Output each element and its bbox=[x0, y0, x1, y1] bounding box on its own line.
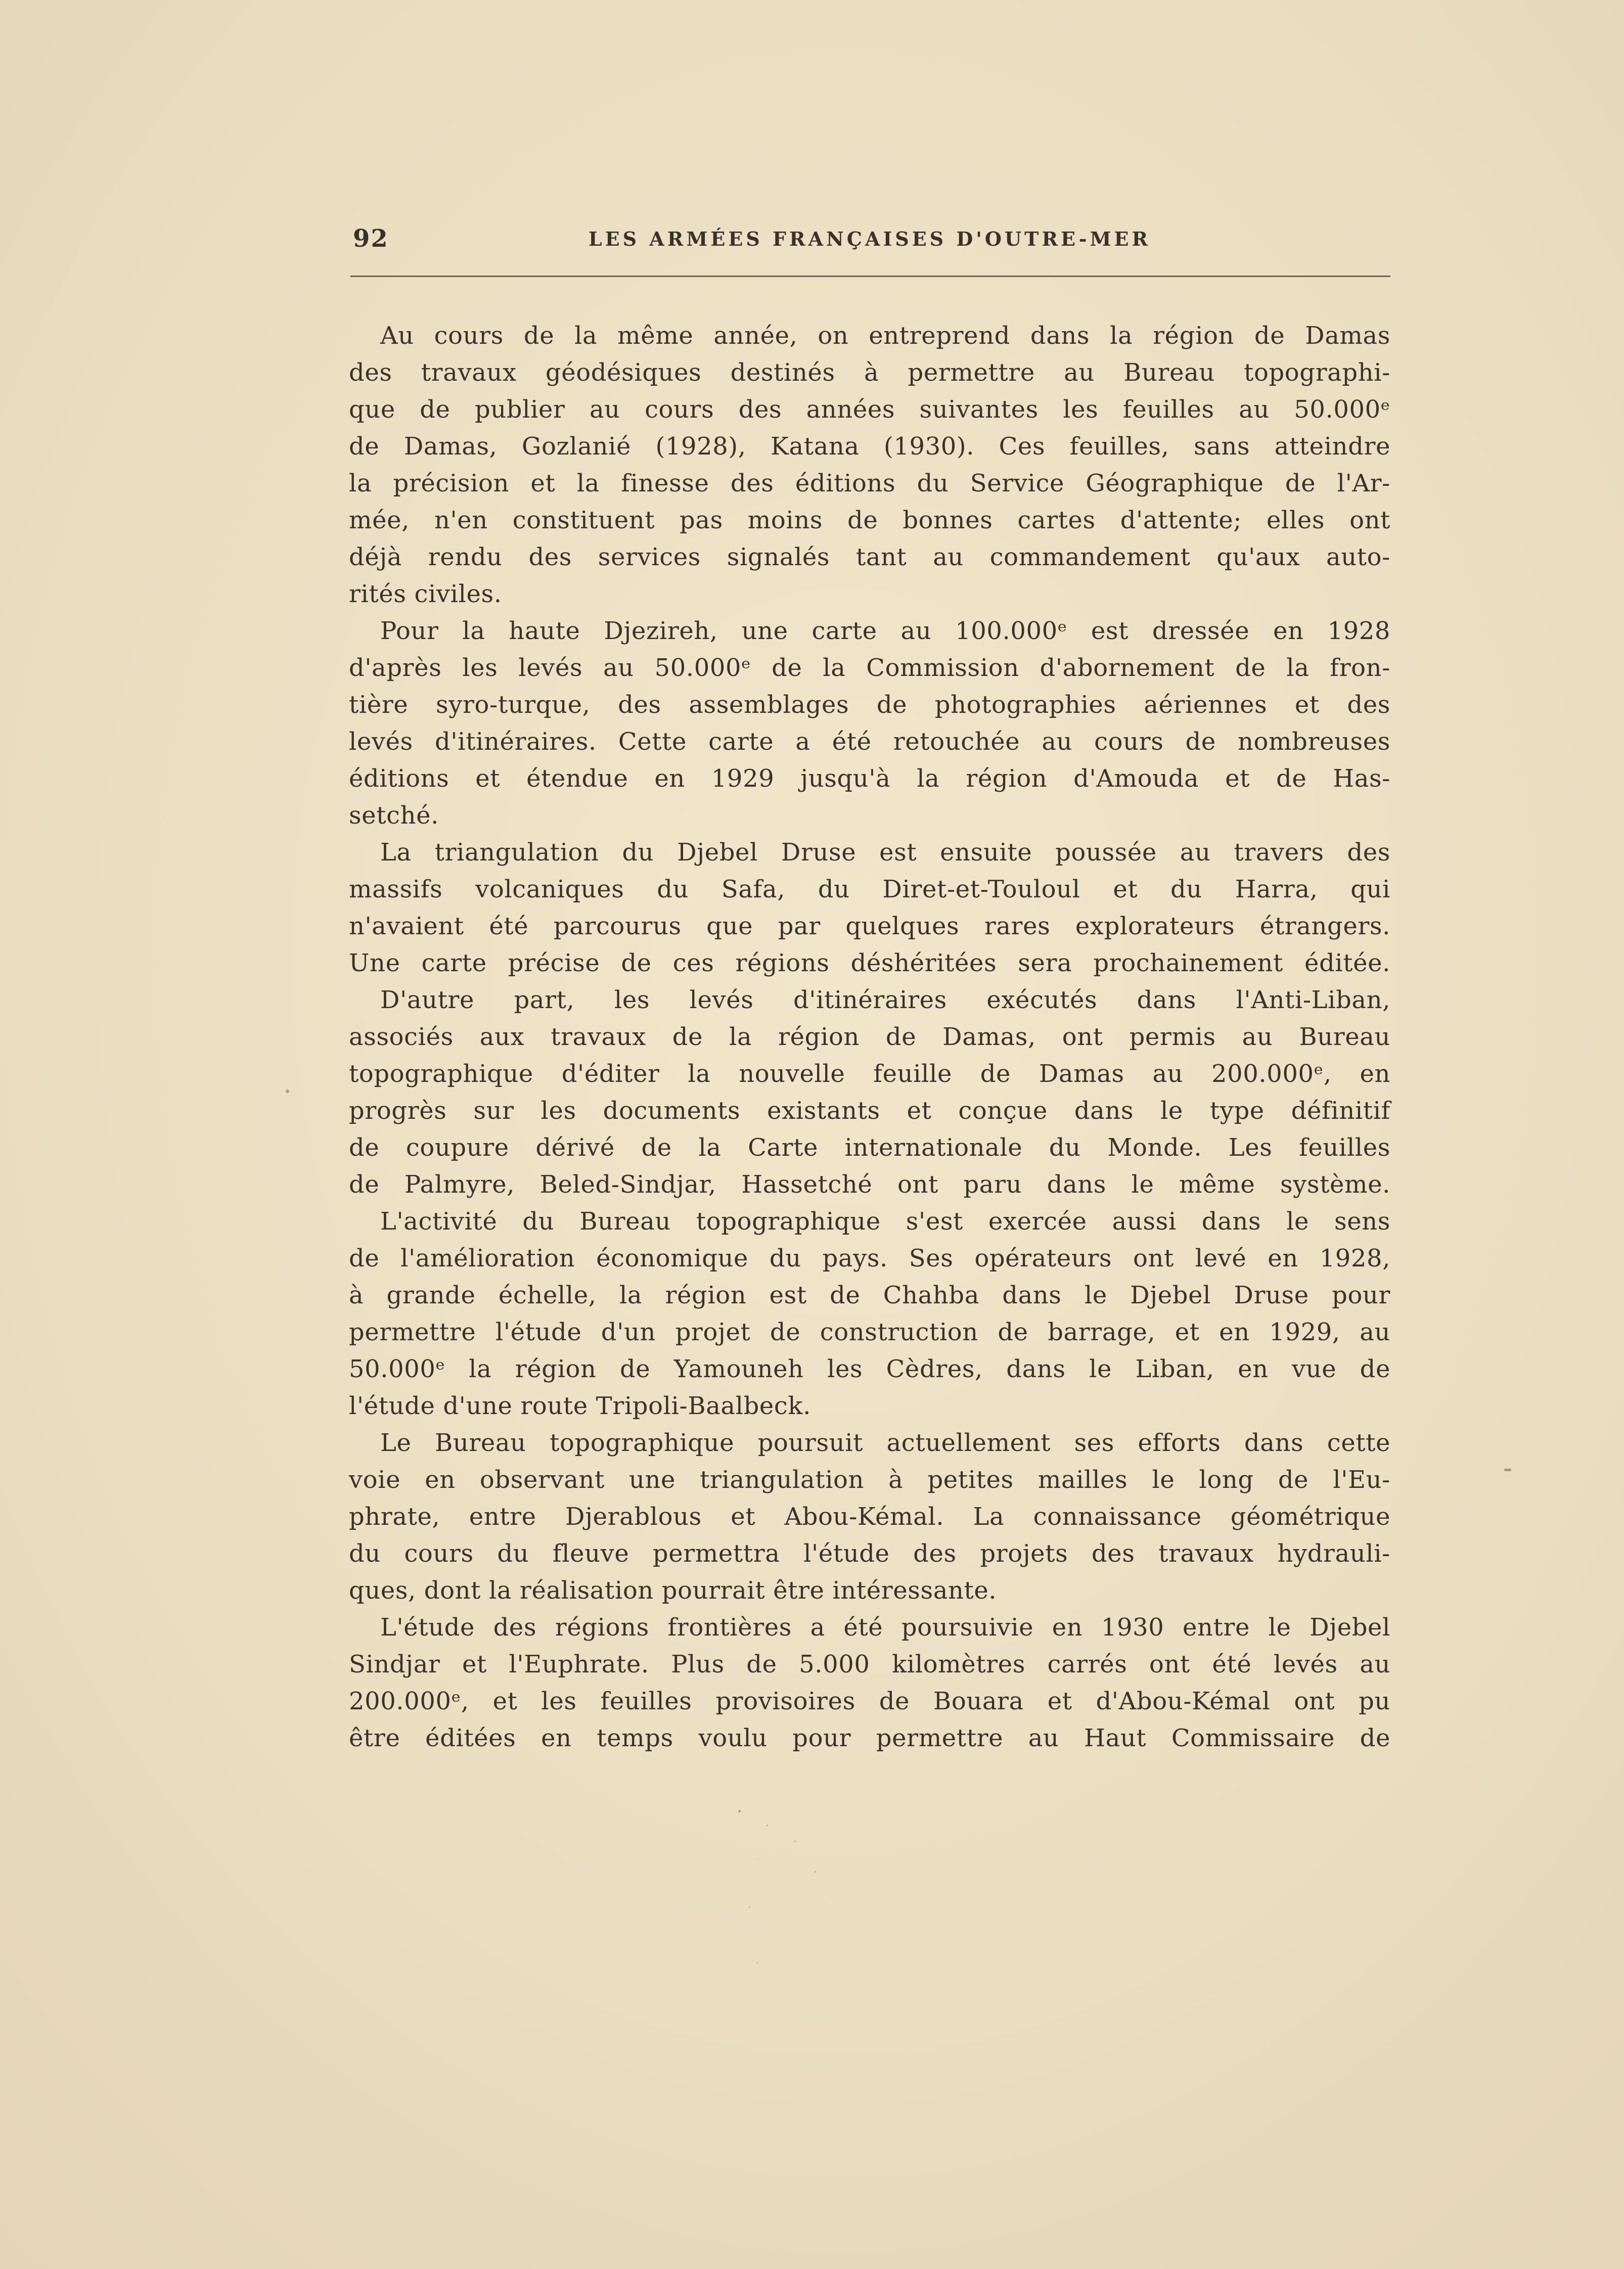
margin-mark bbox=[1504, 1469, 1511, 1471]
text-line: d'après les levés au 50.000ᵉ de la Commission d'abornement de la fron- bbox=[349, 654, 1390, 682]
text-line: topographique d'éditer la nouvelle feuille de Damas au 200.000ᵉ, en bbox=[349, 1060, 1390, 1088]
text-line: tière syro-turque, des assemblages de photographies aériennes et des bbox=[349, 691, 1390, 719]
text-line: déjà rendu des services signalés tant au commandement qu'aux auto- bbox=[349, 543, 1390, 571]
text-line: du cours du fleuve permettra l'étude des projets des travaux hydrauli- bbox=[349, 1539, 1390, 1568]
text-line: de coupure dérivé de la Carte internationale du Monde. Les feuilles bbox=[349, 1133, 1390, 1162]
text-line: de Palmyre, Beled-Sindjar, Hassetché ont paru dans le même système. bbox=[349, 1170, 1390, 1199]
text-line: massifs volcaniques du Safa, du Diret-et-Touloul et du Harra, qui bbox=[349, 875, 1390, 903]
text-line: Sindjar et l'Euphrate. Plus de 5.000 kilomètres carrés ont été levés au bbox=[349, 1650, 1390, 1678]
running-title: LES ARMÉES FRANÇAISES D'OUTRE-MER bbox=[588, 228, 1151, 250]
text-line: phrate, entre Djerablous et Abou-Kémal. La connaissance géométrique bbox=[349, 1503, 1390, 1531]
text-line: voie en observant une triangulation à petites mailles le long de l'Eu- bbox=[349, 1466, 1390, 1494]
text-line: La triangulation du Djebel Druse est ensuite poussée au travers des bbox=[380, 838, 1390, 867]
text-line: de l'amélioration économique du pays. Ses opérateurs ont levé en 1928, bbox=[349, 1244, 1390, 1273]
text-line: Le Bureau topographique poursuit actuellement ses efforts dans cette bbox=[380, 1429, 1390, 1457]
body-text bbox=[349, 317, 1390, 1757]
text-line: L'activité du Bureau topographique s'est exercée aussi dans le sens bbox=[380, 1207, 1390, 1236]
header-rule bbox=[350, 276, 1390, 277]
text-line: levés d'itinéraires. Cette carte a été retouchée au cours de nombreuses bbox=[349, 728, 1390, 756]
text-line: associés aux travaux de la région de Damas, ont permis au Bureau bbox=[349, 1023, 1390, 1051]
text-line: Pour la haute Djezireh, une carte au 100.000ᵉ est dressée en 1928 bbox=[380, 617, 1390, 645]
text-line: rités civiles. bbox=[349, 580, 502, 608]
text-line: Au cours de la même année, on entreprend dans la région de Damas bbox=[380, 322, 1390, 350]
text-line: être éditées en temps voulu pour permettre au Haut Commissaire de bbox=[349, 1724, 1390, 1752]
text-line: ques, dont la réalisation pourrait être intéressante. bbox=[349, 1576, 997, 1605]
text-line: des travaux géodésiques destinés à permettre au Bureau topographi- bbox=[349, 358, 1390, 387]
text-line: que de publier au cours des années suivantes les feuilles au 50.000ᵉ bbox=[349, 395, 1390, 424]
text-line: à grande échelle, la région est de Chahba dans le Djebel Druse pour bbox=[349, 1281, 1390, 1309]
page-header bbox=[349, 221, 1390, 262]
text-line: 200.000ᵉ, et les feuilles provisoires de Bouara et d'Abou-Kémal ont pu bbox=[349, 1687, 1390, 1715]
text-line: Une carte précise de ces régions déshéritées sera prochainement éditée. bbox=[349, 949, 1390, 977]
text-line: n'avaient été parcourus que par quelques rares explorateurs étrangers. bbox=[349, 912, 1390, 940]
ink-specks bbox=[738, 1810, 741, 1812]
page-number: 92 bbox=[353, 224, 389, 253]
text-line: D'autre part, les levés d'itinéraires exécutés dans l'Anti-Liban, bbox=[380, 986, 1390, 1014]
text-line: 50.000ᵉ la région de Yamouneh les Cèdres, dans le Liban, en vue de bbox=[349, 1355, 1390, 1383]
text-line: progrès sur les documents existants et conçue dans le type définitif bbox=[349, 1097, 1390, 1125]
text-line: permettre l'étude d'un projet de construction de barrage, et en 1929, au bbox=[349, 1318, 1390, 1346]
text-line: L'étude des régions frontières a été poursuivie en 1930 entre le Djebel bbox=[380, 1613, 1390, 1642]
text-line: mée, n'en constituent pas moins de bonnes cartes d'attente; elles ont bbox=[349, 506, 1390, 534]
text-line: de Damas, Gozlanié (1928), Katana (1930). Ces feuilles, sans atteindre bbox=[349, 432, 1390, 461]
text-line: la précision et la finesse des éditions du Service Géographique de l'Ar- bbox=[349, 469, 1390, 497]
margin-dot bbox=[286, 1090, 289, 1093]
text-line: l'étude d'une route Tripoli-Baalbeck. bbox=[349, 1392, 811, 1420]
text-line: setché. bbox=[349, 801, 439, 830]
text-line: éditions et étendue en 1929 jusqu'à la région d'Amouda et de Has- bbox=[349, 764, 1390, 793]
